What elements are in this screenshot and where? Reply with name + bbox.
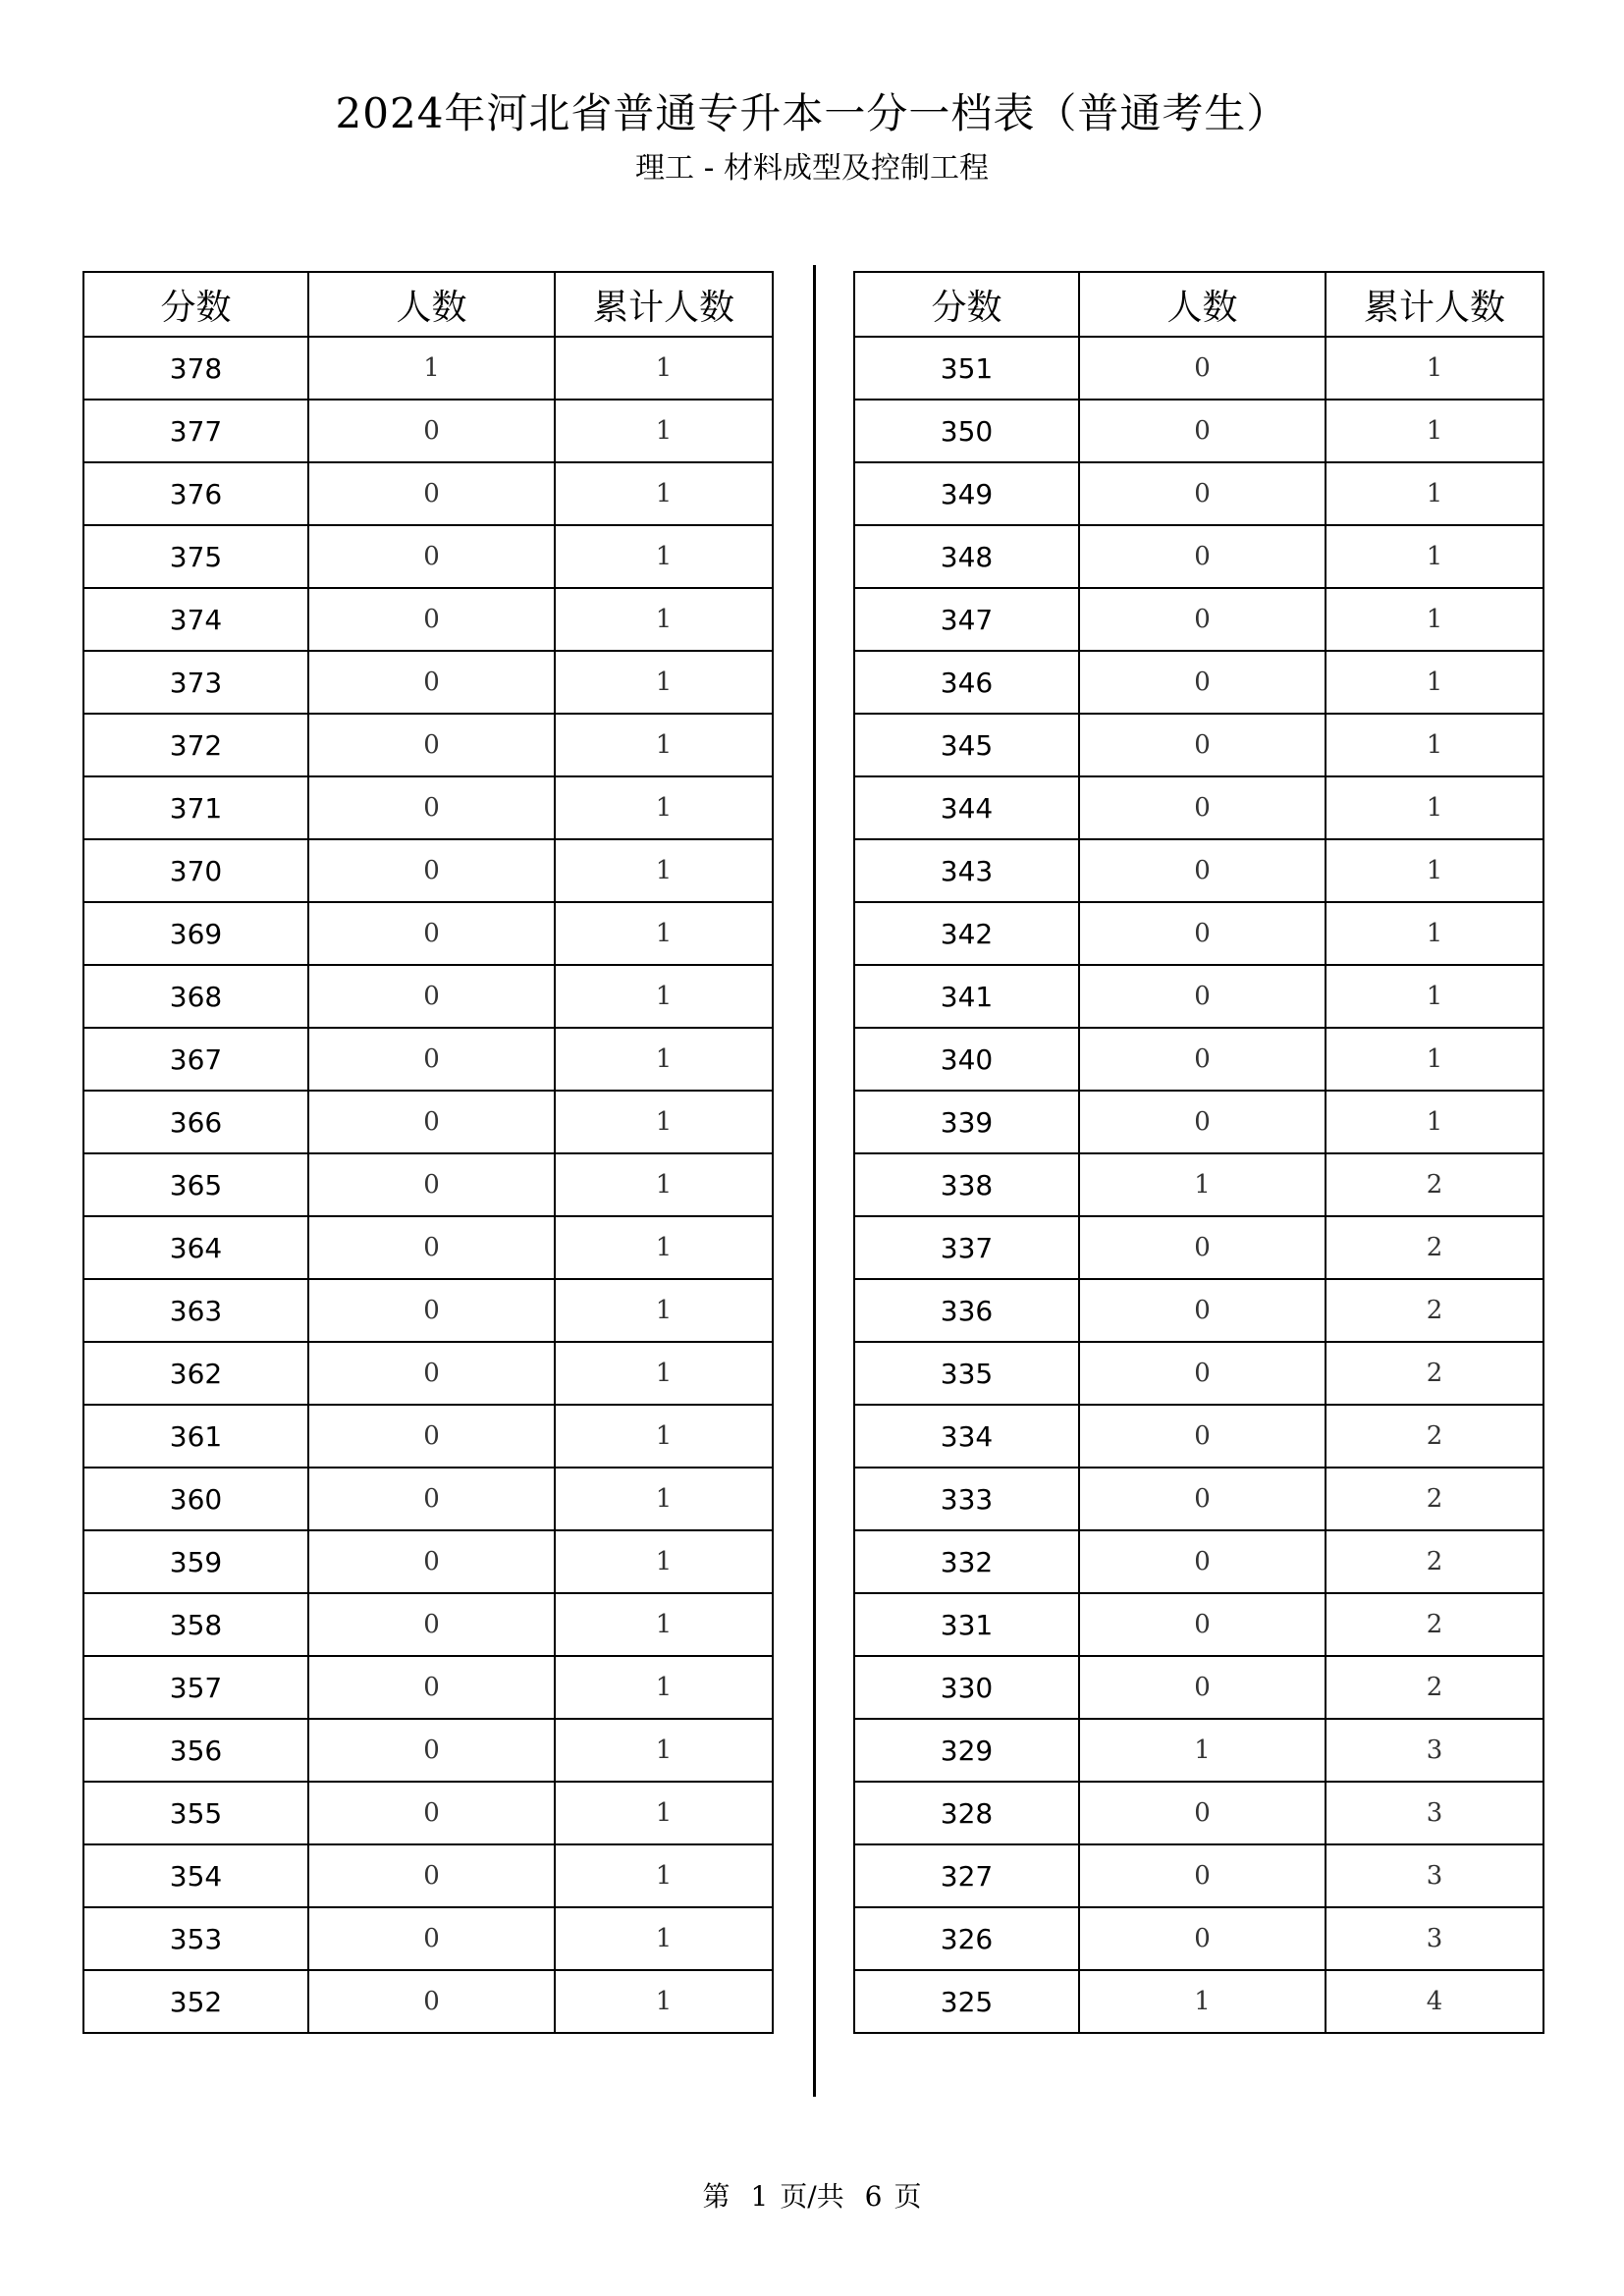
cumulative-cell: 1	[555, 1028, 773, 1091]
cumulative-cell: 1	[1326, 462, 1543, 525]
count-cell: 0	[308, 1719, 555, 1782]
table-row	[83, 1279, 773, 1342]
count-cell: 0	[308, 462, 555, 525]
count-cell: 0	[1079, 588, 1326, 651]
score-cell: 359	[83, 1530, 308, 1593]
score-cell: 373	[83, 651, 308, 714]
count-cell: 1	[308, 337, 555, 400]
table-row	[83, 1091, 773, 1153]
cumulative-cell: 1	[1326, 902, 1543, 965]
cumulative-cell: 1	[555, 1593, 773, 1656]
cumulative-cell: 3	[1326, 1844, 1543, 1907]
count-cell: 0	[1079, 1844, 1326, 1907]
count-cell: 0	[308, 839, 555, 902]
score-cell: 348	[854, 525, 1079, 588]
score-cell: 330	[854, 1656, 1079, 1719]
header-cumulative: 累计人数	[1326, 272, 1543, 337]
cumulative-cell: 1	[1326, 714, 1543, 776]
table-row	[854, 1656, 1543, 1719]
score-cell: 341	[854, 965, 1079, 1028]
header-count: 人数	[1079, 272, 1326, 337]
page-footer	[0, 2177, 1624, 2216]
score-cell: 362	[83, 1342, 308, 1405]
table-row	[83, 462, 773, 525]
cumulative-cell: 2	[1326, 1593, 1543, 1656]
score-cell: 370	[83, 839, 308, 902]
table-row	[854, 400, 1543, 462]
table-row	[854, 1028, 1543, 1091]
count-cell: 0	[308, 1907, 555, 1970]
cumulative-cell: 1	[555, 1342, 773, 1405]
cumulative-cell: 1	[1326, 525, 1543, 588]
count-cell: 0	[1079, 839, 1326, 902]
cumulative-cell: 2	[1326, 1656, 1543, 1719]
cumulative-cell: 1	[555, 839, 773, 902]
score-cell: 360	[83, 1468, 308, 1530]
cumulative-cell: 1	[1326, 588, 1543, 651]
table-row	[854, 1279, 1543, 1342]
table-row	[83, 1593, 773, 1656]
count-cell: 0	[308, 1593, 555, 1656]
score-cell: 339	[854, 1091, 1079, 1153]
cumulative-cell: 1	[555, 1782, 773, 1844]
table-row	[854, 1091, 1543, 1153]
table-row	[83, 525, 773, 588]
count-cell: 0	[308, 1970, 555, 2033]
count-cell: 0	[308, 1153, 555, 1216]
header-score: 分数	[854, 272, 1079, 337]
table-row	[854, 1970, 1543, 2033]
cumulative-cell: 1	[555, 1405, 773, 1468]
cumulative-cell: 1	[555, 525, 773, 588]
table-row	[854, 337, 1543, 400]
count-cell: 0	[1079, 1028, 1326, 1091]
table-header-row	[854, 272, 1543, 337]
table-row	[83, 1907, 773, 1970]
cumulative-cell: 2	[1326, 1468, 1543, 1530]
score-cell: 367	[83, 1028, 308, 1091]
column-divider	[813, 265, 816, 2097]
cumulative-cell: 1	[555, 1907, 773, 1970]
table-row	[83, 400, 773, 462]
score-cell: 337	[854, 1216, 1079, 1279]
cumulative-cell: 1	[555, 400, 773, 462]
cumulative-cell: 1	[1326, 839, 1543, 902]
table-row	[83, 651, 773, 714]
count-cell: 0	[308, 1782, 555, 1844]
table-row	[83, 902, 773, 965]
cumulative-cell: 1	[1326, 776, 1543, 839]
cumulative-cell: 1	[555, 965, 773, 1028]
cumulative-cell: 1	[555, 776, 773, 839]
score-cell: 372	[83, 714, 308, 776]
cumulative-cell: 1	[555, 1970, 773, 2033]
cumulative-cell: 1	[1326, 965, 1543, 1028]
table-row	[854, 588, 1543, 651]
count-cell: 0	[1079, 902, 1326, 965]
cumulative-cell: 2	[1326, 1279, 1543, 1342]
score-cell: 371	[83, 776, 308, 839]
cumulative-cell: 1	[555, 1468, 773, 1530]
score-cell: 326	[854, 1907, 1079, 1970]
count-cell: 0	[308, 400, 555, 462]
table-row	[83, 1153, 773, 1216]
count-cell: 0	[308, 525, 555, 588]
score-cell: 338	[854, 1153, 1079, 1216]
table-row	[854, 462, 1543, 525]
table-row	[854, 1342, 1543, 1405]
score-cell: 349	[854, 462, 1079, 525]
cumulative-cell: 1	[555, 1153, 773, 1216]
table-row	[83, 1719, 773, 1782]
score-cell: 340	[854, 1028, 1079, 1091]
table-row	[83, 1844, 773, 1907]
footer-page-prefix: 第	[702, 2180, 731, 2213]
score-cell: 332	[854, 1530, 1079, 1593]
table-header-row	[83, 272, 773, 337]
count-cell: 0	[1079, 776, 1326, 839]
count-cell: 0	[1079, 1782, 1326, 1844]
score-cell: 377	[83, 400, 308, 462]
count-cell: 0	[1079, 400, 1326, 462]
count-cell: 0	[1079, 1091, 1326, 1153]
score-cell: 328	[854, 1782, 1079, 1844]
cumulative-cell: 1	[1326, 1091, 1543, 1153]
score-table-right	[853, 271, 1544, 2034]
cumulative-cell: 1	[555, 1656, 773, 1719]
count-cell: 0	[308, 1405, 555, 1468]
count-cell: 0	[308, 1216, 555, 1279]
table-row	[854, 1844, 1543, 1907]
score-cell: 334	[854, 1405, 1079, 1468]
cumulative-cell: 2	[1326, 1342, 1543, 1405]
score-cell: 366	[83, 1091, 308, 1153]
footer-page-mid: 页/共	[780, 2180, 844, 2213]
cumulative-cell: 2	[1326, 1405, 1543, 1468]
footer-page-current: 1	[750, 2180, 769, 2213]
cumulative-cell: 1	[1326, 1028, 1543, 1091]
count-cell: 0	[1079, 714, 1326, 776]
cumulative-cell: 1	[1326, 400, 1543, 462]
count-cell: 0	[308, 965, 555, 1028]
score-cell: 368	[83, 965, 308, 1028]
count-cell: 0	[308, 1028, 555, 1091]
cumulative-cell: 1	[555, 902, 773, 965]
count-cell: 0	[308, 714, 555, 776]
table-row	[854, 1907, 1543, 1970]
score-cell: 342	[854, 902, 1079, 965]
count-cell: 0	[308, 1530, 555, 1593]
cumulative-cell: 1	[555, 337, 773, 400]
footer-page-total: 6	[864, 2180, 883, 2213]
score-cell: 376	[83, 462, 308, 525]
count-cell: 0	[1079, 1593, 1326, 1656]
score-cell: 361	[83, 1405, 308, 1468]
table-row	[854, 1593, 1543, 1656]
table-row	[854, 1468, 1543, 1530]
score-cell: 365	[83, 1153, 308, 1216]
table-body-left	[83, 337, 773, 2033]
page-title: 2024年河北省普通专升本一分一档表（普通考生）	[335, 89, 1289, 137]
table-row	[854, 1530, 1543, 1593]
count-cell: 0	[308, 1279, 555, 1342]
table-row	[83, 337, 773, 400]
cumulative-cell: 1	[555, 1844, 773, 1907]
score-cell: 327	[854, 1844, 1079, 1907]
cumulative-cell: 1	[555, 588, 773, 651]
count-cell: 0	[1079, 462, 1326, 525]
count-cell: 0	[1079, 1279, 1326, 1342]
score-cell: 345	[854, 714, 1079, 776]
score-cell: 336	[854, 1279, 1079, 1342]
count-cell: 0	[308, 588, 555, 651]
table-row	[83, 1468, 773, 1530]
score-cell: 352	[83, 1970, 308, 2033]
table-row	[854, 1216, 1543, 1279]
header-count: 人数	[308, 272, 555, 337]
table-row	[854, 651, 1543, 714]
count-cell: 0	[1079, 965, 1326, 1028]
cumulative-cell: 2	[1326, 1530, 1543, 1593]
score-cell: 375	[83, 525, 308, 588]
score-cell: 346	[854, 651, 1079, 714]
table-row	[854, 1153, 1543, 1216]
count-cell: 1	[1079, 1153, 1326, 1216]
score-cell: 357	[83, 1656, 308, 1719]
table-row	[83, 714, 773, 776]
footer-page-suffix: 页	[893, 2180, 922, 2213]
cumulative-cell: 1	[555, 651, 773, 714]
count-cell: 0	[1079, 337, 1326, 400]
table-row	[854, 839, 1543, 902]
table-row	[83, 839, 773, 902]
count-cell: 0	[1079, 525, 1326, 588]
count-cell: 1	[1079, 1970, 1326, 2033]
score-cell: 364	[83, 1216, 308, 1279]
count-cell: 0	[1079, 1342, 1326, 1405]
header-score: 分数	[83, 272, 308, 337]
count-cell: 0	[1079, 1656, 1326, 1719]
cumulative-cell: 1	[555, 1216, 773, 1279]
table-row	[854, 965, 1543, 1028]
table-row	[83, 1970, 773, 2033]
count-cell: 0	[308, 1342, 555, 1405]
table-row	[854, 714, 1543, 776]
count-cell: 0	[1079, 1216, 1326, 1279]
table-row	[83, 1342, 773, 1405]
score-cell: 335	[854, 1342, 1079, 1405]
cumulative-cell: 1	[555, 1530, 773, 1593]
score-cell: 343	[854, 839, 1079, 902]
count-cell: 0	[308, 1468, 555, 1530]
cumulative-cell: 1	[555, 462, 773, 525]
count-cell: 0	[308, 1091, 555, 1153]
table-row	[854, 1719, 1543, 1782]
score-cell: 344	[854, 776, 1079, 839]
count-cell: 0	[1079, 1907, 1326, 1970]
table-row	[83, 1405, 773, 1468]
table-row	[83, 1028, 773, 1091]
score-cell: 378	[83, 337, 308, 400]
table-row	[854, 902, 1543, 965]
count-cell: 1	[1079, 1719, 1326, 1782]
score-cell: 358	[83, 1593, 308, 1656]
table-body-right	[854, 337, 1543, 2033]
score-cell: 374	[83, 588, 308, 651]
table-row	[83, 1782, 773, 1844]
cumulative-cell: 3	[1326, 1907, 1543, 1970]
count-cell: 0	[308, 651, 555, 714]
score-cell: 325	[854, 1970, 1079, 2033]
table-row	[854, 1782, 1543, 1844]
cumulative-cell: 1	[1326, 337, 1543, 400]
table-row	[83, 1656, 773, 1719]
score-cell: 350	[854, 400, 1079, 462]
count-cell: 0	[1079, 1468, 1326, 1530]
table-row	[83, 776, 773, 839]
cumulative-cell: 1	[555, 1279, 773, 1342]
cumulative-cell: 1	[555, 714, 773, 776]
cumulative-cell: 2	[1326, 1153, 1543, 1216]
cumulative-cell: 1	[555, 1091, 773, 1153]
page-subtitle: 理工 - 材料成型及控制工程	[635, 151, 989, 186]
count-cell: 0	[1079, 651, 1326, 714]
cumulative-cell: 2	[1326, 1216, 1543, 1279]
table-row	[854, 525, 1543, 588]
score-cell: 356	[83, 1719, 308, 1782]
score-cell: 351	[854, 337, 1079, 400]
table-row	[83, 965, 773, 1028]
table-row	[854, 1405, 1543, 1468]
count-cell: 0	[308, 776, 555, 839]
cumulative-cell: 4	[1326, 1970, 1543, 2033]
cumulative-cell: 1	[1326, 651, 1543, 714]
score-cell: 363	[83, 1279, 308, 1342]
score-cell: 353	[83, 1907, 308, 1970]
count-cell: 0	[1079, 1405, 1326, 1468]
cumulative-cell: 3	[1326, 1782, 1543, 1844]
table-row	[854, 776, 1543, 839]
score-cell: 355	[83, 1782, 308, 1844]
count-cell: 0	[308, 1656, 555, 1719]
count-cell: 0	[308, 902, 555, 965]
score-cell: 347	[854, 588, 1079, 651]
score-cell: 354	[83, 1844, 308, 1907]
count-cell: 0	[1079, 1530, 1326, 1593]
cumulative-cell: 1	[555, 1719, 773, 1782]
score-cell: 331	[854, 1593, 1079, 1656]
cumulative-cell: 3	[1326, 1719, 1543, 1782]
score-cell: 369	[83, 902, 308, 965]
header-cumulative: 累计人数	[555, 272, 773, 337]
score-cell: 333	[854, 1468, 1079, 1530]
score-table-left	[82, 271, 774, 2034]
table-row	[83, 1216, 773, 1279]
score-cell: 329	[854, 1719, 1079, 1782]
count-cell: 0	[308, 1844, 555, 1907]
table-row	[83, 1530, 773, 1593]
table-row	[83, 588, 773, 651]
